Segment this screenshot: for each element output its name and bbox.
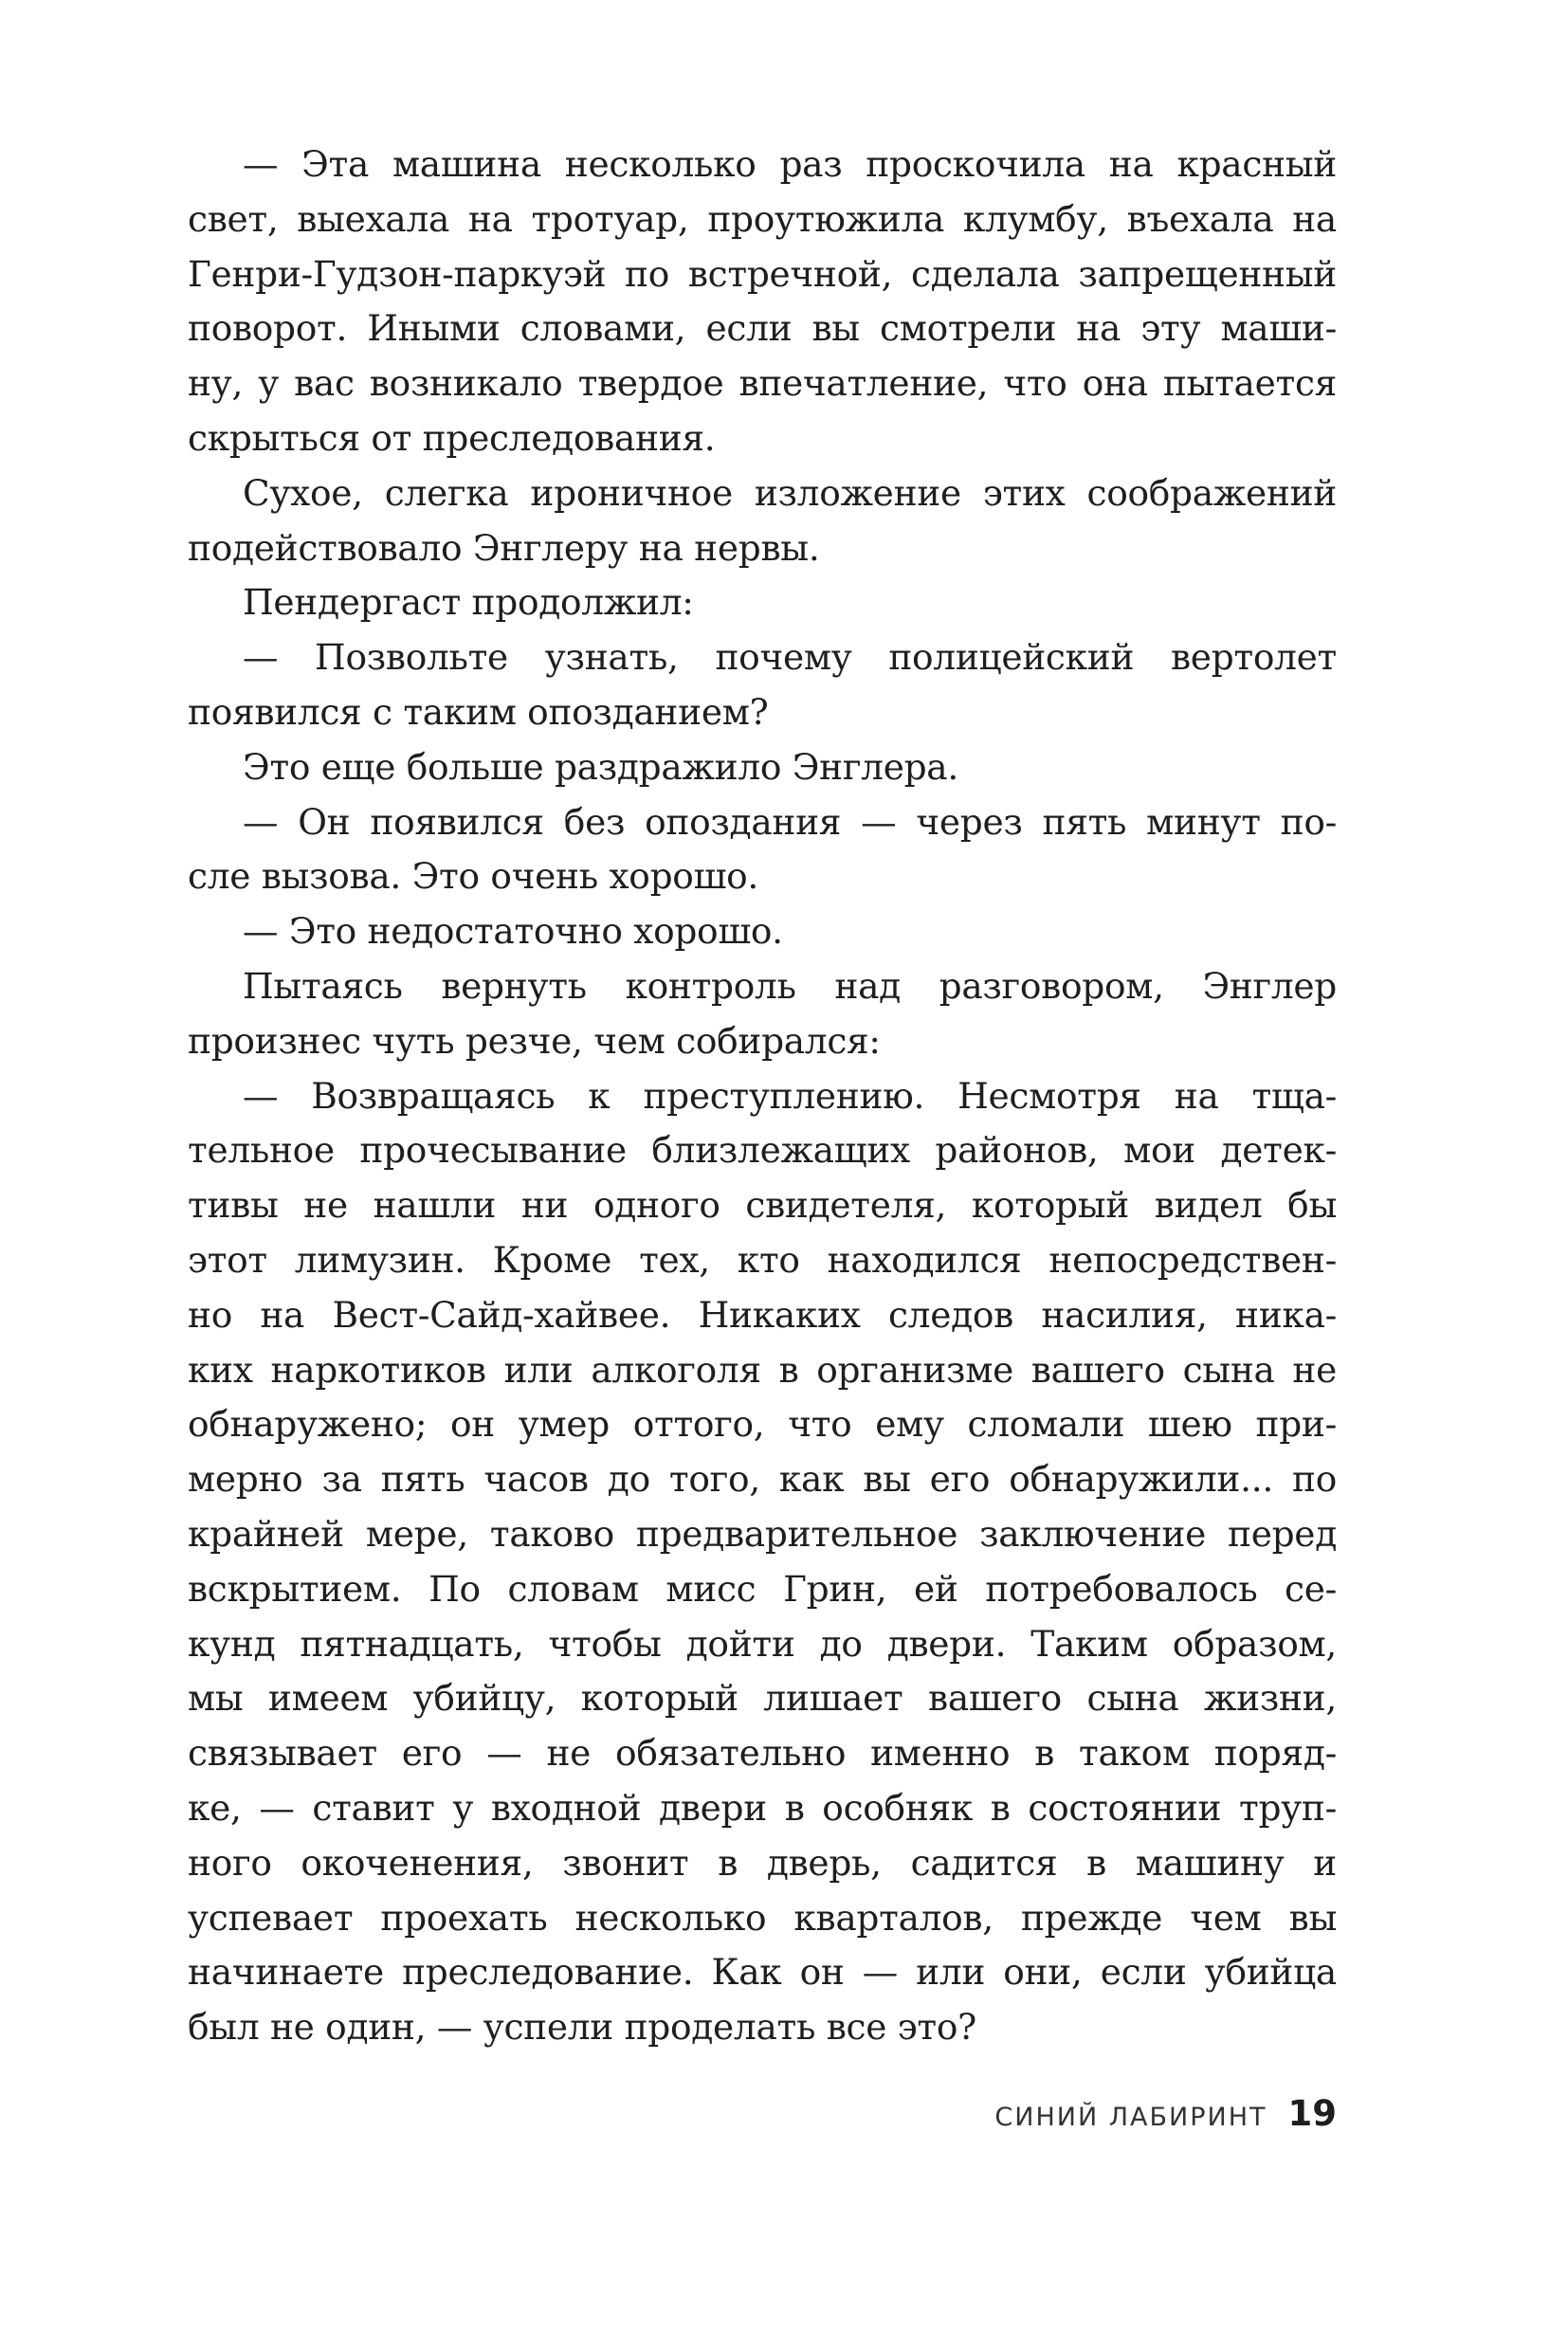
text-line: тивы не нашли ни одного свидетеля, который видел бы <box>188 1184 1337 1227</box>
text-line: обнаружено; он умер оттого, что ему сломали шею при- <box>188 1403 1337 1446</box>
text-line: успевает проехать несколько кварталов, прежде чем вы <box>188 1896 1337 1939</box>
text-line: Генри-Гудзон-паркуэй по встречной, сделала запрещенный <box>188 252 1337 295</box>
text-line: связывает его — не обязательно именно в таком поряд- <box>188 1732 1337 1775</box>
text-line: — Это недостаточно хорошо. <box>243 910 783 953</box>
text-line: произнес чуть резче, чем собирался: <box>188 1019 881 1062</box>
text-line: — Он появился без опоздания — через пять минут по- <box>243 800 1337 843</box>
text-line: мы имеем убийцу, который лишает вашего сына жизни, <box>188 1677 1337 1720</box>
text-line: тельное прочесывание близлежащих районов, мои детек- <box>188 1129 1337 1172</box>
running-title: СИНИЙ ЛАБИРИНТ <box>994 2103 1267 2132</box>
text-line: вскрытием. По словам мисс Грин, ей потребовалось се- <box>188 1567 1337 1610</box>
text-line: ного окоченения, звонит в дверь, садится в машину и <box>188 1841 1337 1884</box>
text-line: ке, — ставит у входной двери в особняк в состоянии труп- <box>188 1786 1337 1829</box>
text-line: Это еще больше раздражило Энглера. <box>243 745 958 788</box>
text-line: свет, выехала на тротуар, проутюжила клумбу, въехала на <box>188 197 1337 240</box>
text-line: Пендергаст продолжил: <box>243 581 694 624</box>
text-line: Пытаясь вернуть контроль над разговором, Энглер <box>243 964 1337 1007</box>
text-line: кунд пятнадцать, чтобы дойти до двери. Таким образом, <box>188 1622 1337 1665</box>
body-text <box>188 137 1337 2055</box>
text-line: начинаете преследование. Как он — или они, если убийца <box>188 1951 1337 1994</box>
text-line: Сухое, слегка ироничное изложение этих соображений <box>243 471 1337 514</box>
text-line: ну, у вас возникало твердое впечатление, что она пытается <box>188 362 1337 405</box>
text-line: — Позвольте узнать, почему полицейский вертолет <box>243 636 1337 679</box>
text-line: этот лимузин. Кроме тех, кто находился непосредствен- <box>188 1238 1337 1281</box>
text-line: был не один, — успели проделать все это? <box>188 2006 976 2049</box>
text-line: сле вызова. Это очень хорошо. <box>188 855 759 898</box>
text-line: мерно за пять часов до того, как вы его обнаружили... по <box>188 1458 1337 1501</box>
text-line: но на Вест-Сайд-хайвее. Никаких следов насилия, ника- <box>188 1293 1337 1336</box>
text-line: крайней мере, таково предварительное заключение перед <box>188 1512 1337 1555</box>
page-number: 19 <box>1287 2093 1337 2134</box>
text-line: появился с таким опозданием? <box>188 690 769 733</box>
text-line: подействовало Энглеру на нервы. <box>188 526 820 569</box>
text-line: скрыться от преследования. <box>188 416 716 459</box>
page-footer <box>994 2093 1337 2134</box>
text-line: — Эта машина несколько раз проскочила на красный <box>243 143 1337 185</box>
text-line: — Возвращаясь к преступлению. Несмотря на тща- <box>243 1074 1337 1117</box>
text-line: ких наркотиков или алкоголя в организме вашего сына не <box>188 1348 1337 1391</box>
text-line: поворот. Иными словами, если вы смотрели на эту маши- <box>188 307 1337 350</box>
